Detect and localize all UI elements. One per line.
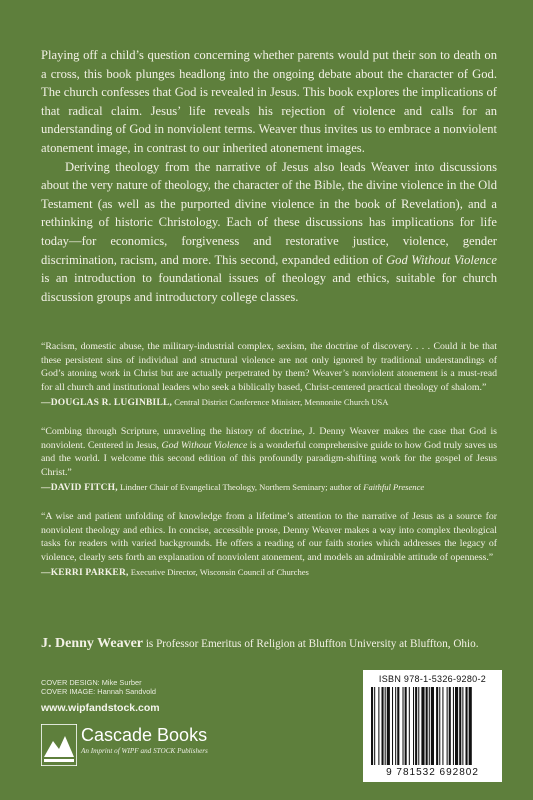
cover-design-credit: COVER DESIGN: Mike Surber (41, 678, 142, 687)
barcode-bar (395, 687, 396, 765)
author-name: J. Denny Weaver (41, 636, 144, 651)
book-title-italic: God Without Violence (386, 252, 497, 267)
isbn-label: ISBN 978-1-5326-9280-2 (378, 674, 487, 684)
author-bio-text: is Professor Emeritus of Religion at Bluffton University at Bluffton, Ohio. (143, 638, 479, 650)
endorsement-1 (41, 340, 497, 411)
endorsement-text-start: “Racism, domestic abuse, the military-industrial complex, sexism, the doctrine of discovery. . . . Could it be that these persistent sins of individual and structural violence are not only ignored by traditional understandings of God’s atoning work in Christ but are actually perpetrated by them? Weaver’s nonviolent atonement is a must-read for all church and institutional leaders who seek a biblically based, Christ-centered practical theology of shalom.” (41, 341, 497, 393)
barcode-bar (371, 687, 373, 765)
endorsement-2 (41, 425, 497, 496)
barcode-digits: 9 781532 692802 (386, 767, 479, 778)
endorser-name: —KERRI PARKER, (41, 568, 129, 579)
barcode-bar (439, 687, 440, 765)
barcode-bar (436, 687, 438, 765)
cover-credits (41, 678, 156, 696)
publisher-name: Cascade Books (81, 725, 208, 745)
barcode-bar (431, 687, 434, 765)
endorser-name: —DAVID FITCH, (41, 483, 118, 494)
barcode-bar (429, 687, 430, 765)
endorser-title-italic: Faithful Presence (363, 482, 425, 493)
barcode-bar (409, 687, 410, 765)
endorsement-text-start: “A wise and patient unfolding of knowledge from a lifetime’s attention to the narrative of Jesus as a source for nonviolent theology and ethics. In concise, accessible prose, Denny Weaver makes a way into complex theological tasks for readers with varied backgrounds. He offers a reading of our faith stories which addresses the legacy of violence, clearly sets forth an explanation of nonviolent atonement, and models an admirable attitude of openness.” (41, 510, 497, 563)
barcode-bar (442, 687, 443, 765)
endorsement-text (41, 340, 497, 394)
barcode-bar (469, 687, 472, 765)
endorsement-attribution (41, 481, 497, 496)
endorsement-attribution (41, 396, 497, 411)
barcode-bar (462, 687, 463, 765)
barcode-bar (455, 687, 458, 765)
description-paragraph-1: Playing off a child’s question concerning whether parents would put their son to death on a cross, this book plunges headlong into the ongoing debate about the character of God. The church confesses that God is revealed in Jesus. This book explores the implications of that radical claim. Jesus’ life reveals his rejection of violence and calls for an understanding of God in nonviolent terms. Weaver thus invites us to embrace a nonviolent atonement image, in contrast to our inherited atonement images. (41, 48, 497, 155)
book-description (41, 46, 497, 306)
isbn-barcode (363, 670, 502, 782)
description-paragraph-2 (41, 158, 497, 307)
endorsement-3 (41, 510, 497, 581)
author-bio (41, 636, 511, 652)
barcode-bar (403, 687, 404, 765)
barcode-bar (459, 687, 461, 765)
barcode-bar (397, 687, 399, 765)
barcode-bar (418, 687, 419, 765)
endorsement-text (41, 510, 497, 564)
mountain-logo-icon (41, 724, 77, 766)
endorsement-attribution (41, 566, 497, 581)
barcode-bar (392, 687, 393, 765)
barcode-bar (385, 687, 386, 765)
barcode-bar (466, 687, 468, 765)
barcode-bar (421, 687, 424, 765)
endorser-title: Central District Conference Minister, Mennonite Church USA (172, 397, 389, 408)
barcode-bar (382, 687, 384, 765)
barcode-bar (405, 687, 407, 765)
barcode-bar (387, 687, 390, 765)
description-paragraph-2-start: Deriving theology from the narrative of Jesus also leads Weaver into discussions about the very nature of theology, the character of the Bible, the divine violence in the Old Testament (as well as the purported divine violence in the book of Revelation), and a rethinking of historic Christology. Each of these discussions has implications for life today—for economics, forgiveness and restorative justice, violence, gender discrimination, racism, and more. This second, expanded edition of (41, 159, 497, 267)
barcode-bar (447, 687, 448, 765)
barcode-bar (415, 687, 417, 765)
endorsement-text-end: is a wonderful comprehensive guide to how God truly saves us and the world. I welcome this second edition of this profoundly paradigm-shifting work for the gospel of Jesus Christ.” (41, 439, 498, 478)
endorsements (41, 340, 497, 595)
publisher-logo-block (41, 724, 251, 770)
barcode-bar (453, 687, 454, 765)
endorsement-text-italic: God Without Violence (161, 439, 248, 451)
barcode-bar (426, 687, 428, 765)
publisher-tagline: An Imprint of WIPF and STOCK Publishers (81, 747, 208, 755)
barcode-bar (378, 687, 379, 765)
endorsement-text-start: “Combing through Scripture, unraveling the history of doctrine, J. Denny Weaver makes the case that God is nonviolent. Centered in Jesus, (41, 425, 497, 451)
endorser-title: Executive Director, Wisconsin Council of Churches (128, 567, 309, 578)
description-paragraph-2-end: is an introduction to foundational issues of theology and ethics, suitable for church discussion groups and introductory college classes. (41, 271, 497, 304)
barcode-bar (374, 687, 375, 765)
cover-image-credit: COVER IMAGE: Hannah Sandvold (41, 687, 157, 696)
endorsement-text (41, 425, 497, 479)
barcode-bar (413, 687, 414, 765)
publisher-website[interactable]: www.wipfandstock.com (41, 702, 160, 714)
endorser-title: Lindner Chair of Evangelical Theology, Northern Seminary; author of (117, 482, 364, 493)
barcode-bar (449, 687, 451, 765)
endorser-name: —DOUGLAS R. LUGINBILL, (41, 398, 173, 409)
barcode-bars-icon (371, 687, 494, 765)
